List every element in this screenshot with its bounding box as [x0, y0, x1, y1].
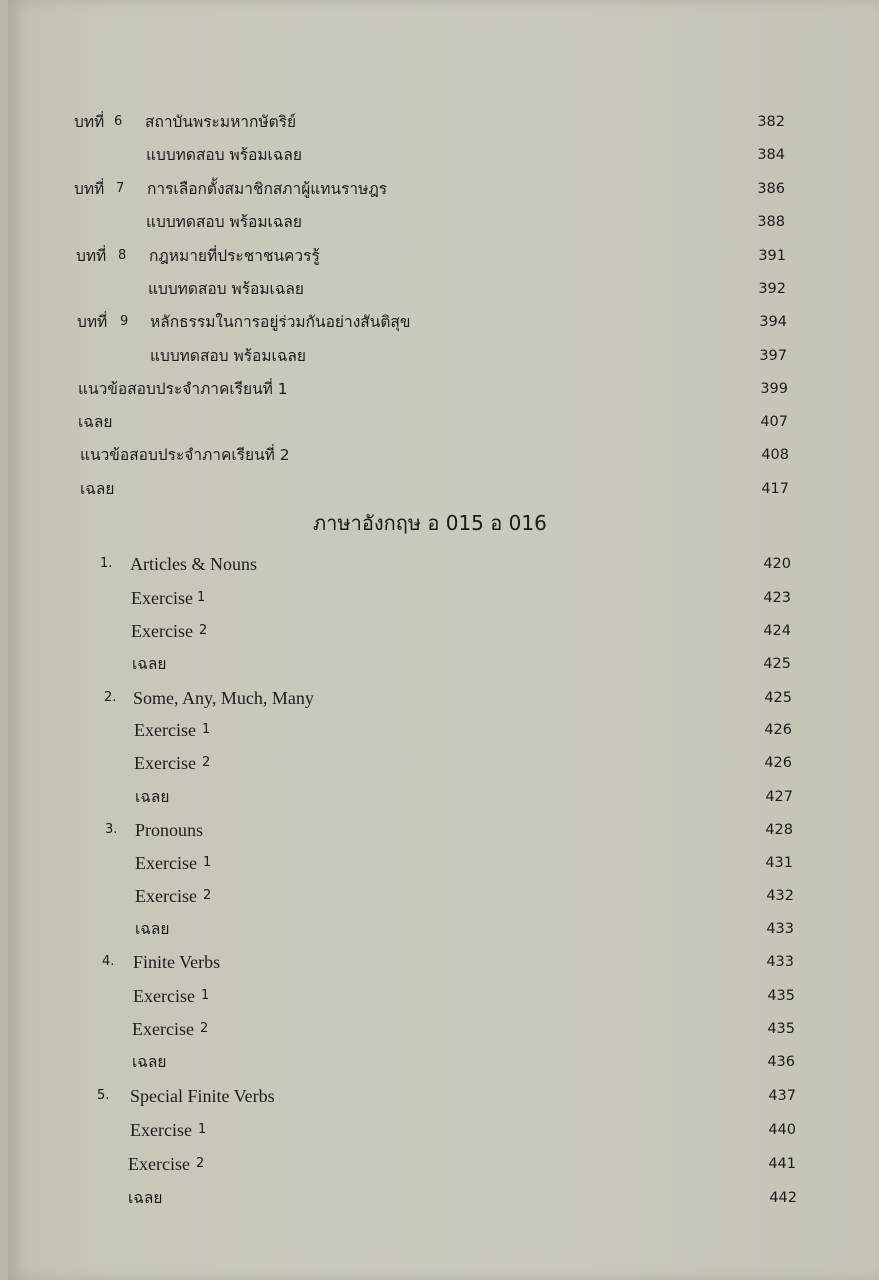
entry-title: เฉลย — [78, 413, 113, 431]
entry-title: การเลือกตั้งสมาชิกสภาผู้แทนราษฎร — [147, 180, 388, 198]
entry-title: แนวข้อสอบประจำภาคเรียนที่ 2 — [80, 446, 290, 464]
item-number: 1. — [100, 556, 113, 571]
toc-entry — [8, 749, 879, 777]
page-number: 433 — [766, 921, 794, 937]
exercise-number: 1 — [198, 1122, 207, 1137]
entry-title: Some, Any, Much, Many — [133, 688, 314, 708]
toc-entry — [8, 584, 879, 612]
chapter-number: 8 — [118, 248, 127, 263]
page-number: 388 — [757, 214, 785, 230]
page-number: 428 — [765, 822, 793, 838]
toc-entry — [8, 1184, 879, 1212]
toc-entry — [8, 849, 879, 877]
entry-title: แบบทดสอบ พร้อมเฉลย — [148, 280, 304, 298]
item-number: 3. — [105, 822, 118, 837]
toc-entry — [8, 882, 879, 910]
toc-entry — [8, 1150, 879, 1178]
page-number: 394 — [759, 314, 787, 330]
exercise-number: 2 — [200, 1021, 209, 1036]
toc-entry — [8, 650, 879, 678]
entry-title: เฉลย — [135, 788, 170, 806]
toc-entry — [8, 1015, 879, 1043]
entry-title: แนวข้อสอบประจำภาคเรียนที่ 1 — [78, 380, 288, 398]
entry-title: เฉลย — [80, 480, 115, 498]
entry-title: Exercise — [130, 1120, 192, 1140]
page-number: 426 — [764, 755, 792, 771]
exercise-number: 2 — [196, 1156, 205, 1171]
toc-entry — [8, 783, 879, 811]
toc-entry — [8, 716, 879, 744]
page-number: 407 — [760, 414, 788, 430]
page-number: 386 — [757, 181, 785, 197]
toc-entry — [8, 816, 879, 844]
entry-title: Exercise — [133, 986, 195, 1006]
page-number: 440 — [768, 1122, 796, 1138]
entry-title: เฉลย — [132, 655, 167, 673]
entry-title: Exercise — [135, 853, 197, 873]
entry-title: เฉลย — [135, 920, 170, 938]
entry-title: Exercise — [134, 753, 196, 773]
page-number: 425 — [763, 656, 791, 672]
entry-title: Exercise — [134, 720, 196, 740]
toc-entry — [8, 617, 879, 645]
page-number: 426 — [764, 722, 792, 738]
toc-entry — [8, 948, 879, 976]
page-number: 384 — [757, 147, 785, 163]
exercise-number: 1 — [203, 855, 212, 870]
page-number: 424 — [763, 623, 791, 639]
entry-title: แบบทดสอบ พร้อมเฉลย — [150, 347, 306, 365]
entry-title: Exercise — [131, 621, 193, 641]
page-number: 432 — [766, 888, 794, 904]
entry-title: Pronouns — [135, 820, 204, 840]
page-number: 417 — [761, 481, 789, 497]
entry-title: Exercise — [128, 1154, 190, 1174]
item-number: 4. — [102, 954, 115, 969]
toc-entry — [8, 175, 879, 203]
exercise-number: 1 — [201, 988, 210, 1003]
page-number: 397 — [759, 348, 787, 364]
toc-entry — [8, 475, 879, 503]
entry-title: Finite Verbs — [133, 952, 221, 972]
toc-entry — [8, 242, 879, 270]
exercise-number: 2 — [202, 755, 211, 770]
entry-title: Exercise — [131, 588, 193, 608]
page-number: 436 — [767, 1054, 795, 1070]
page-number: 420 — [763, 556, 791, 572]
toc-entry — [8, 375, 879, 403]
page-number: 392 — [758, 281, 786, 297]
entry-title: เฉลย — [132, 1053, 167, 1071]
toc-entry — [8, 684, 879, 712]
page-number: 391 — [758, 248, 786, 264]
toc-page — [8, 0, 879, 1280]
chapter-label: บทที่ — [74, 113, 105, 131]
page-number: 382 — [757, 114, 785, 130]
toc-entry — [8, 208, 879, 236]
item-number: 2. — [104, 690, 117, 705]
toc-entry — [8, 408, 879, 436]
toc-entry — [8, 1048, 879, 1076]
toc-entry — [8, 1082, 879, 1110]
entry-title: กฎหมายที่ประชาชนควรรู้ — [149, 247, 320, 265]
entry-title: Special Finite Verbs — [130, 1086, 275, 1106]
entry-title: หลักธรรมในการอยู่ร่วมกันอย่างสันติสุข — [150, 313, 411, 331]
entry-title: Exercise — [132, 1019, 194, 1039]
toc-entry — [8, 342, 879, 370]
toc-entry — [8, 108, 879, 136]
exercise-number: 2 — [203, 888, 212, 903]
toc-entry — [8, 275, 879, 303]
toc-entry — [8, 441, 879, 469]
exercise-number: 1 — [197, 590, 206, 605]
page-number: 423 — [763, 590, 791, 606]
exercise-number: 2 — [199, 623, 208, 638]
chapter-number: 6 — [114, 114, 123, 129]
entry-title: แบบทดสอบ พร้อมเฉลย — [146, 146, 302, 164]
entry-title: Exercise — [135, 886, 197, 906]
toc-entry — [8, 550, 879, 578]
page-number: 408 — [761, 447, 789, 463]
page-number: 437 — [768, 1088, 796, 1104]
toc-entry — [8, 1116, 879, 1144]
entry-title: Articles & Nouns — [130, 554, 257, 574]
page-number: 435 — [767, 1021, 795, 1037]
entry-title: เฉลย — [128, 1189, 163, 1207]
page-number: 399 — [760, 381, 788, 397]
page-number: 431 — [765, 855, 793, 871]
item-number: 5. — [97, 1088, 110, 1103]
section-heading: ภาษาอังกฤษ อ 015 อ 016 — [313, 511, 547, 535]
toc-entry — [8, 308, 879, 336]
page-number: 433 — [766, 954, 794, 970]
toc-entry — [8, 141, 879, 169]
chapter-number: 9 — [120, 314, 129, 329]
entry-title: แบบทดสอบ พร้อมเฉลย — [146, 213, 302, 231]
toc-entry — [8, 982, 879, 1010]
page-number: 442 — [769, 1190, 797, 1206]
exercise-number: 1 — [202, 722, 211, 737]
chapter-label: บทที่ — [77, 313, 108, 331]
page-number: 425 — [764, 690, 792, 706]
page-number: 441 — [768, 1156, 796, 1172]
entry-title: สถาบันพระมหากษัตริย์ — [145, 113, 297, 131]
chapter-number: 7 — [116, 181, 125, 196]
chapter-label: บทที่ — [74, 180, 105, 198]
toc-entry — [8, 915, 879, 943]
page-number: 435 — [767, 988, 795, 1004]
page-number: 427 — [765, 789, 793, 805]
chapter-label: บทที่ — [76, 247, 107, 265]
